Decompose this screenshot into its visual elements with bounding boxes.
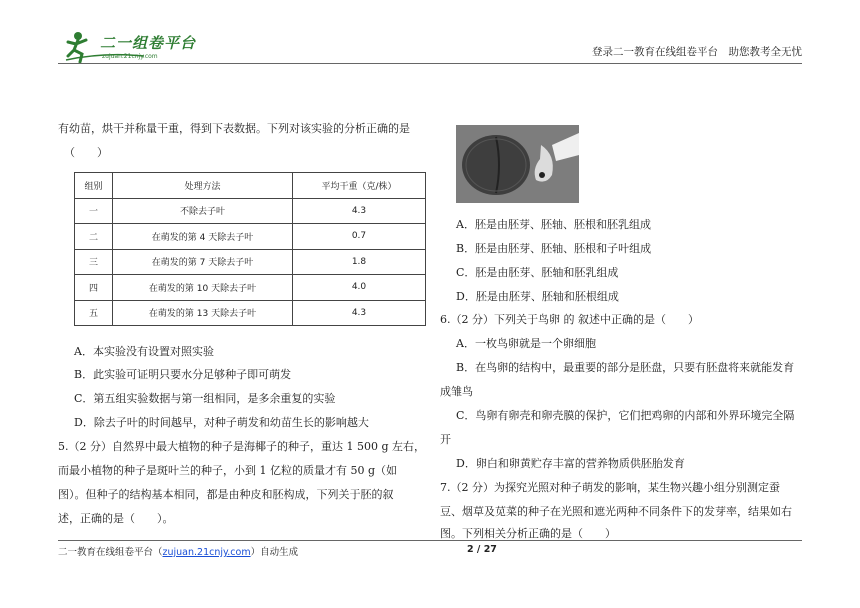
q4-option-d: D．除去子叶的时间越早，对种子萌发和幼苗生长的影响越大 <box>74 416 369 429</box>
table-cell: 二 <box>75 224 113 250</box>
seed-photo <box>456 125 579 203</box>
q7-line2: 豆、烟草及苋菜的种子在光照和遮光两种不同条件下的发芽率，结果如右 <box>440 505 792 518</box>
q4-option-c: C．第五组实验数据与第一组相同，是多余重复的实验 <box>74 392 336 405</box>
q6-option-c: C．鸟卵有卵壳和卵壳膜的保护，它们把鸡卵的内部和外界环境完全隔 <box>456 409 795 422</box>
table-cell: 4.3 <box>293 300 426 326</box>
q5-line2: 而最小植物的种子是斑叶兰的种子，小到 1 亿粒的质量才有 50 g（如 <box>58 464 398 477</box>
q4-option-a: A．本实验没有设置对照实验 <box>74 345 214 358</box>
q5-line3: 图）。但种子的结构基本相同，都是由种皮和胚构成，下列关于胚的叙 <box>58 488 394 501</box>
table-header-row <box>75 173 426 199</box>
table-row <box>75 275 426 301</box>
q6-option-b-cont: 成雏鸟 <box>440 385 473 398</box>
table-cell: 一 <box>75 198 113 224</box>
logo-text: 二一组卷平台 <box>100 34 197 52</box>
q5-line4: 述，正确的是（ ）。 <box>58 512 174 525</box>
footer-source <box>58 544 298 558</box>
table-row <box>75 249 426 275</box>
table-cell: 三 <box>75 249 113 275</box>
table-header-cell: 处理方法 <box>113 173 293 199</box>
table-row <box>75 300 426 326</box>
q7-line3: 图。下列相关分析正确的是（ ） <box>440 527 616 540</box>
table-row <box>75 224 426 250</box>
q5-line1: 5.（2 分）自然界中最大植物的种子是海椰子的种子，重达 1 500 g 左右， <box>58 440 426 453</box>
table-cell: 不除去子叶 <box>113 198 293 224</box>
q5-option-a: A．胚是由胚芽、胚轴、胚根和胚乳组成 <box>456 218 651 231</box>
table-header-cell: 组别 <box>75 173 113 199</box>
table-cell: 在萌发的第 4 天除去子叶 <box>113 224 293 250</box>
page-number: 2 / 27 <box>467 544 497 555</box>
q7-line1: 7.（2 分）为探究光照对种子萌发的影响，某生物兴趣小组分别测定蚕 <box>440 481 780 494</box>
q4-option-b: B．此实验可证明只要水分足够种子即可萌发 <box>74 368 292 381</box>
table-cell: 1.8 <box>293 249 426 275</box>
table-cell: 0.7 <box>293 224 426 250</box>
table-cell: 在萌发的第 7 天除去子叶 <box>113 249 293 275</box>
seed-photo-image <box>456 125 579 203</box>
header-slogan[interactable]: 登录二一教育在线组卷平台 助您教考全无忧 <box>592 46 802 58</box>
footer-divider <box>58 540 802 541</box>
table-header-cell: 平均干重（克/株） <box>293 173 426 199</box>
q6-option-b: B．在鸟卵的结构中，最重要的部分是胚盘，只要有胚盘将来就能发育 <box>456 361 795 374</box>
footer-prefix: 二一教育在线组卷平台（ <box>58 547 163 558</box>
q6-option-a: A．一枚鸟卵就是一个卵细胞 <box>456 337 596 350</box>
q6-option-d: D．卵白和卵黄贮存丰富的营养物质供胚胎发育 <box>456 457 685 470</box>
table-row <box>75 198 426 224</box>
footer-link[interactable]: zujuan.21cnjy.com <box>162 547 251 558</box>
table-cell: 4.0 <box>293 275 426 301</box>
table-cell: 四 <box>75 275 113 301</box>
q4-intro-line2: （ ） <box>64 146 108 159</box>
q6-option-c-cont: 开 <box>440 433 451 446</box>
table-cell: 五 <box>75 300 113 326</box>
q5-option-b: B．胚是由胚芽、胚轴、胚根和子叶组成 <box>456 242 652 255</box>
q5-option-c: C．胚是由胚芽、胚轴和胚乳组成 <box>456 266 619 279</box>
q5-option-d: D．胚是由胚芽、胚轴和胚根组成 <box>456 290 619 303</box>
table-cell: 在萌发的第 13 天除去子叶 <box>113 300 293 326</box>
q4-intro-line1: 有幼苗，烘干并称量干重，得到下表数据。下列对该实验的分析正确的是 <box>58 122 410 135</box>
table-cell: 在萌发的第 10 天除去子叶 <box>113 275 293 301</box>
table-cell: 4.3 <box>293 198 426 224</box>
header-divider <box>58 63 802 64</box>
logo-subtext: zujuan.21cnjy.com <box>102 53 158 60</box>
q6-stem: 6.（2 分）下列关于鸟卵 的 叙述中正确的是（ ） <box>440 313 699 326</box>
footer-suffix: ）自动生成 <box>250 547 299 558</box>
data-table <box>74 172 426 326</box>
